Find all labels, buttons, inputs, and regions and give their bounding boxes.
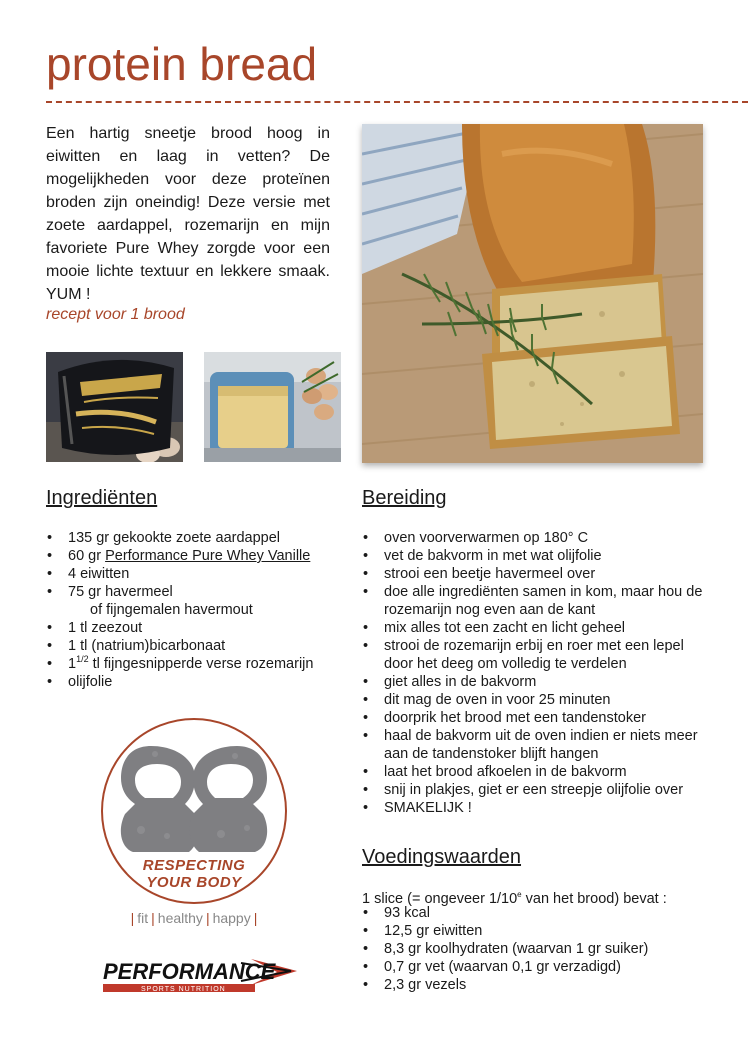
list-item: • doe alle ingrediënten samen in kom, maar hou de rozemarijn nog even aan de kant [362, 583, 707, 619]
list-item: • 93 kcal [362, 904, 707, 922]
bread-photo [362, 124, 703, 463]
ingredients-heading: Ingrediënten [46, 487, 158, 509]
list-item: • mix alles tot een zacht en licht geheel [362, 619, 707, 637]
list-item: • 0,7 gr vet (waarvan 0,1 gr verzadigd) [362, 958, 707, 976]
list-item: • strooi een beetje havermeel over [362, 565, 707, 583]
list-item-continuation: of fijngemalen havermout [90, 602, 253, 618]
whey-tub-photo [46, 352, 183, 462]
list-item: • vet de bakvorm in met wat olijfolie [362, 547, 707, 565]
batter-pan-photo [204, 352, 341, 462]
list-item: • giet alles in de bakvorm [362, 673, 707, 691]
list-item: • 135 gr gekookte zoete aardappel [46, 529, 346, 547]
list-item: • 2,3 gr vezels [362, 976, 707, 994]
list-item: • $1^{1/2}$ tl fijngesnipperde verse rozemarijn [46, 655, 346, 673]
list-item: • 8,3 gr koolhydraten (waarvan 1 gr suiker) [362, 940, 707, 958]
performance-logo [101, 955, 301, 997]
whey-product-link[interactable]: Performance Pure Whey Vanille [105, 548, 311, 564]
list-item: • dit mag de oven in voor 25 minuten [362, 691, 707, 709]
list-item: • snij in plakjes, giet er een streepje olijfolie over [362, 781, 707, 799]
list-item: • 1 tl zeezout [46, 619, 346, 637]
logo-text-line1: RESPECTING [142, 857, 246, 874]
logo-text-line2: YOUR BODY [146, 874, 242, 891]
list-item: • strooi de rozemarijn erbij en roer met een lepel door het deeg om volledig te verdelen [362, 637, 707, 673]
list-item: • 4 eiwitten [46, 565, 346, 583]
nutrition-intro: 1 slice (= ongeveer 1/10e van het brood) bevat : [362, 890, 667, 907]
nutrition-list [362, 904, 707, 994]
list-item: • haal de bakvorm uit de oven indien er niets meer aan de tandenstoker blijft hangen [362, 727, 707, 763]
list-item: • 75 gr havermeel [46, 583, 346, 601]
preparation-list [362, 529, 707, 817]
preparation-heading: Bereiding [362, 487, 447, 509]
kettlebell-icon [111, 740, 277, 858]
list-item: • doorprik het brood met een tandenstoker [362, 709, 707, 727]
nutrition-heading: Voedingswaarden [362, 846, 522, 868]
svg-text:SPORTS NUTRITION: SPORTS NUTRITION [141, 986, 226, 993]
list-item: • oven voorverwarmen op 180° C [362, 529, 707, 547]
list-item: • 60 gr Performance Pure Whey Vanille [46, 547, 346, 565]
title-divider [46, 101, 748, 103]
list-item: • 1 tl (natrium)bicarbonaat [46, 637, 346, 655]
list-item: • SMAKELIJK ! [362, 799, 707, 817]
list-item: • 12,5 gr eiwitten [362, 922, 707, 940]
svg-text:PERFORMANCE: PERFORMANCE [103, 959, 276, 984]
recipe-yield: recept voor 1 brood [46, 306, 185, 323]
page-title: protein bread [46, 38, 318, 90]
list-item: • olijfolie [46, 673, 346, 691]
intro-paragraph: Een hartig sneetje brood hoog in eiwitten en laag in vetten? De mogelijkheden voor deze proteïnen broden zijn oneindig! Deze versie met zoete aardappel, rozemarijn en mijn favoriete Pure Whey zorgde voor een mooie lichte textuur en lekkere smaak. YUM ! [46, 125, 330, 303]
list-item: • laat het brood afkoelen in de bakvorm [362, 763, 707, 781]
ingredients-list [46, 529, 346, 691]
brand-tagline: | fit | healthy | happy | [130, 910, 258, 926]
